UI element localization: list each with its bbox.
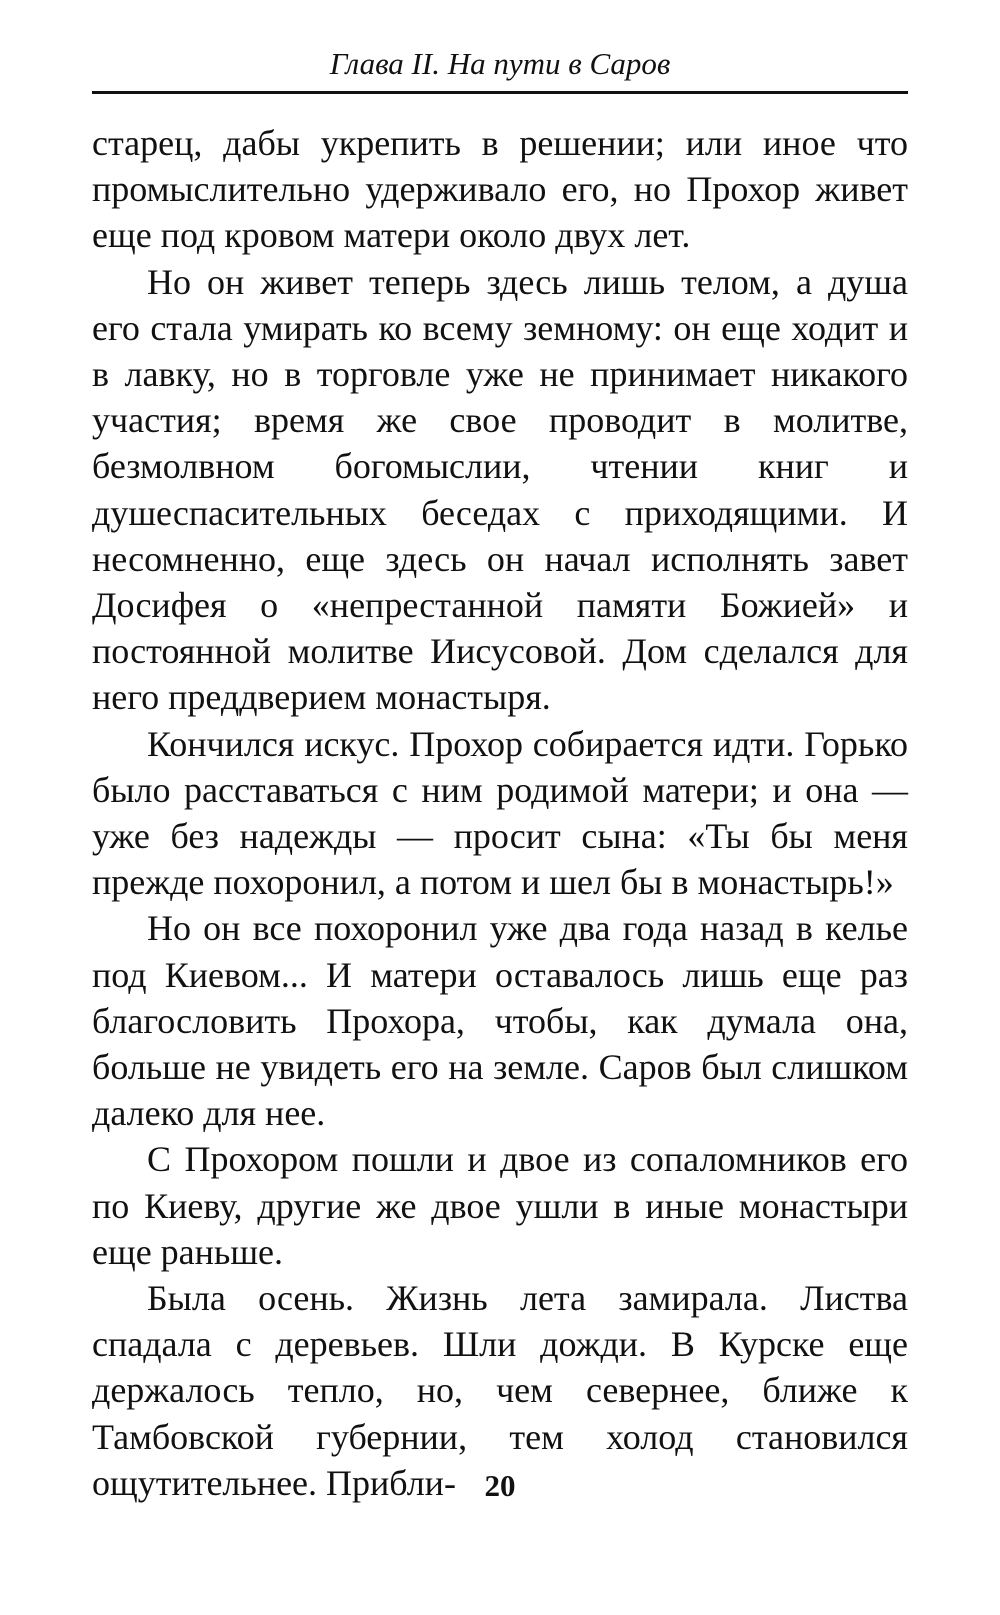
body-text [92, 120, 908, 1506]
paragraph-1: старец, дабы укрепить в решении; или иное что промыслительно удерживало его, но Прохор живет еще под кровом матери около двух лет. [92, 123, 908, 256]
paragraph-4: Но он все похоронил уже два года назад в келье под Киевом... И матери оставалось лишь еще раз благословить Прохора, чтобы, как думала она, больше не увидеть его на земле. Саров был слишком далеко для нее. [92, 908, 908, 1134]
paragraph-2: Но он живет теперь здесь лишь телом, а душа его стала умирать ко всему земному: он еще ходит и в лавку, но в торговле уже не принимает никакого участия; время же свое проводит в молитве, безмолвном богомыслии, чтении книг и душеспасительных беседах с приходящими. И несомненно, еще здесь он начал исполнять завет Досифея о «непрестанной памяти Божией» и постоянной молитве Иисусовой. Дом сделался для него преддверием монастыря. [92, 261, 908, 718]
page-number: 20 [484, 1468, 516, 1503]
paragraph-5: С Прохором пошли и двое из сопаломников его по Киеву, другие же двое ушли в иные монастыри еще раньше. [92, 1139, 908, 1272]
header-rule [92, 91, 908, 94]
running-head: Глава II. На пути в Саров [329, 46, 671, 81]
paragraph-3: Кончился искус. Прохор собирается идти. Горько было расставаться с ним родимой матери; и она — уже без надежды — просит сына: «Ты бы меня прежде похоронил, а потом и шел бы в монастырь!» [92, 723, 908, 903]
paragraph-6: Была осень. Жизнь лета замирала. Листва спадала с деревьев. Шли дожди. В Курске еще держалось тепло, но, чем севернее, ближе к Тамбовской губернии, тем холод становился ощутительнее. Прибли- [92, 1278, 908, 1503]
